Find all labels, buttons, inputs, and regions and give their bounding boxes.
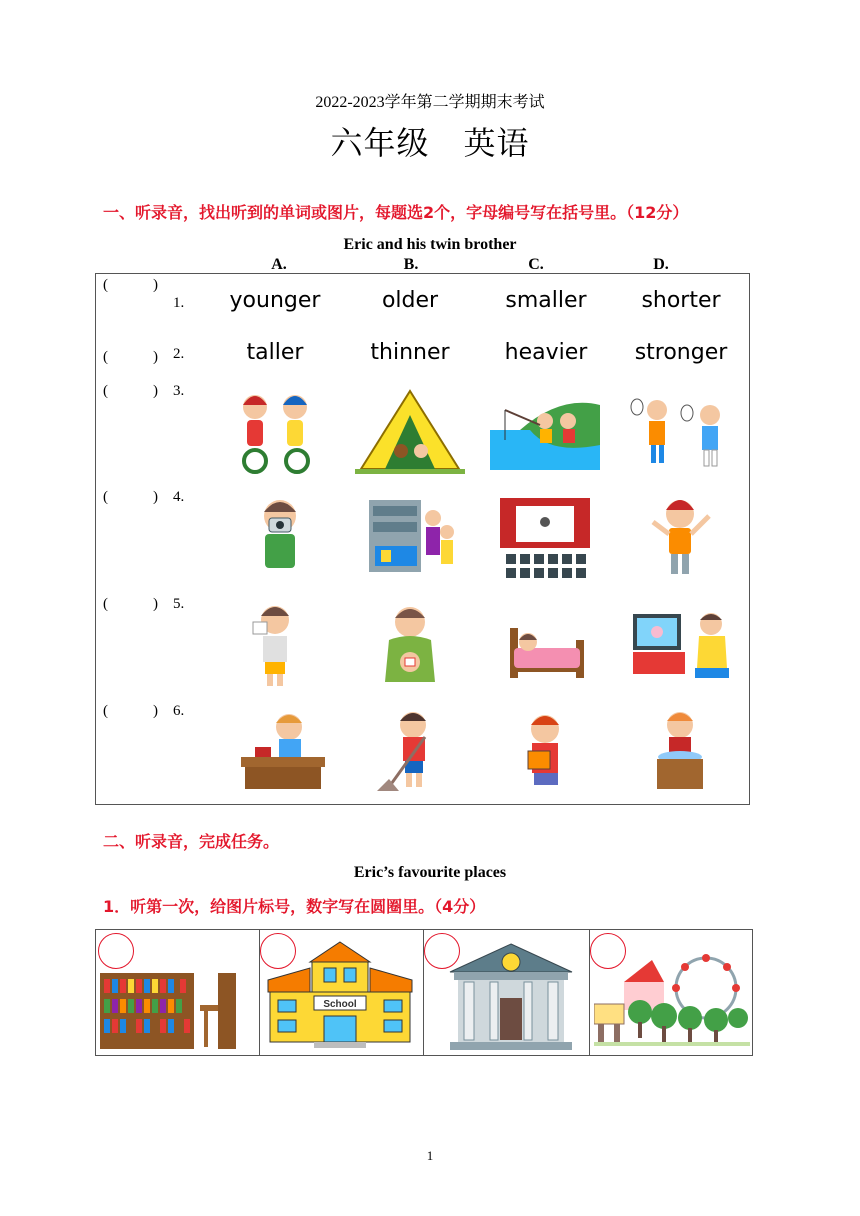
cinema-icon bbox=[490, 492, 600, 582]
word-option: heavier bbox=[504, 340, 588, 365]
boy-washing-clothes-icon bbox=[625, 707, 735, 797]
title-subject: 英语 bbox=[463, 124, 530, 162]
amusement-park-icon bbox=[594, 948, 750, 1052]
kids-cycling-icon bbox=[225, 385, 335, 475]
section-one-heading: 一、听录音，找出听到的单词或图片，每题选2个，字母编号写在括号里。（12分） bbox=[103, 203, 689, 222]
word-option: older bbox=[381, 288, 439, 313]
boy-reading-icon bbox=[490, 707, 600, 797]
word-option: thinner bbox=[370, 340, 450, 365]
shopping-store-icon bbox=[355, 492, 465, 582]
question-number: 3. bbox=[173, 383, 185, 399]
school-building-icon bbox=[266, 940, 414, 1052]
boy-sweeping-icon bbox=[355, 707, 465, 797]
option-b-label: B. bbox=[403, 256, 419, 273]
option-d-label: D. bbox=[653, 256, 669, 273]
museum-icon bbox=[446, 942, 576, 1052]
question-number: 2. bbox=[173, 346, 185, 362]
boy-sneezing-icon bbox=[225, 600, 335, 690]
kids-camping-tent-icon bbox=[355, 385, 465, 475]
number-circle-1[interactable] bbox=[98, 933, 134, 969]
boy-hurt-knee-icon bbox=[355, 600, 465, 690]
task-one-instruction: 1．听第一次，给图片标号，数字写在圆圈里。（4分） bbox=[103, 897, 486, 916]
word-option: stronger bbox=[634, 340, 728, 365]
answer-blank-2[interactable]: ( ) bbox=[103, 349, 158, 365]
boy-painting-icon bbox=[625, 492, 735, 582]
answer-blank-4[interactable]: ( ) bbox=[103, 489, 158, 505]
section-one-story-title: Eric and his twin brother bbox=[343, 236, 517, 253]
answer-blank-6[interactable]: ( ) bbox=[103, 703, 158, 719]
page-title bbox=[0, 118, 860, 164]
kids-badminton-icon bbox=[625, 385, 735, 475]
question-number: 5. bbox=[173, 596, 185, 612]
word-option: younger bbox=[229, 288, 321, 313]
answer-blank-3[interactable]: ( ) bbox=[103, 383, 158, 399]
boy-watching-tv-icon bbox=[625, 600, 735, 690]
word-option: smaller bbox=[505, 288, 587, 313]
option-a-label: A. bbox=[271, 256, 287, 273]
question-number: 1. bbox=[173, 295, 185, 311]
word-option: shorter bbox=[641, 288, 721, 313]
answer-blank-1[interactable]: ( ) bbox=[103, 277, 158, 293]
boy-taking-photo-icon bbox=[225, 492, 335, 582]
section-two-heading: 二、听录音，完成任务。 bbox=[103, 832, 280, 851]
boy-doing-homework-icon bbox=[225, 707, 335, 797]
word-option: taller bbox=[246, 340, 304, 365]
answer-blank-5[interactable]: ( ) bbox=[103, 596, 158, 612]
child-in-bed-icon bbox=[490, 600, 600, 690]
title-grade: 六年级 bbox=[330, 124, 430, 162]
library-icon bbox=[100, 965, 236, 1051]
page-number: 1 bbox=[426, 1148, 434, 1163]
question-number: 6. bbox=[173, 703, 185, 719]
section-two-story-title: Eric’s favourite places bbox=[353, 864, 507, 881]
option-c-label: C. bbox=[528, 256, 544, 273]
exam-subtitle: 2022-2023学年第二学期期末考试 bbox=[315, 94, 545, 111]
school-sign-text: School bbox=[323, 999, 357, 1010]
question-number: 4. bbox=[173, 489, 185, 505]
kids-fishing-icon bbox=[490, 385, 600, 475]
